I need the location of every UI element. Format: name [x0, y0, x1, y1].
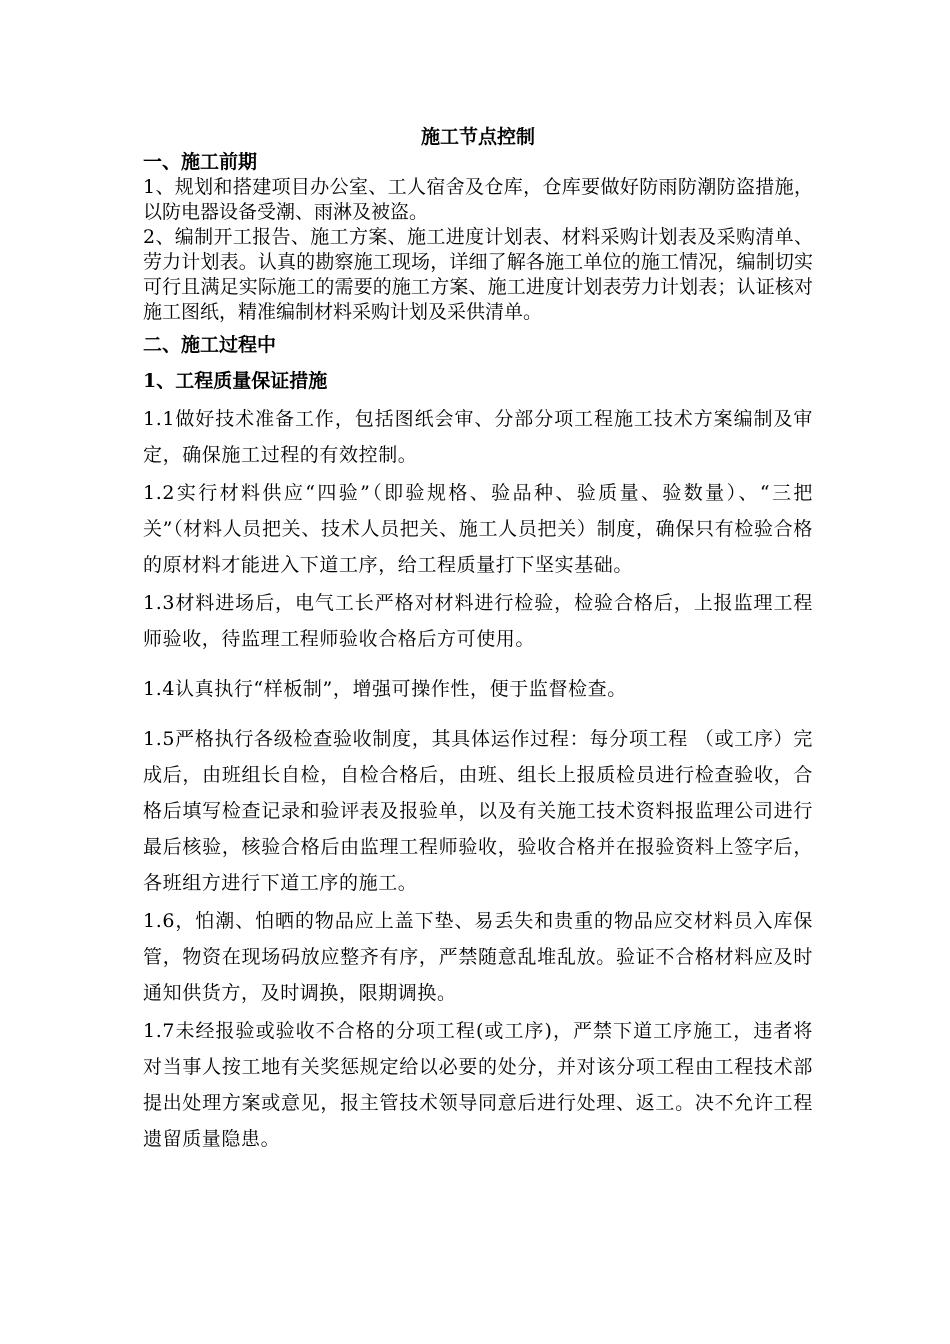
subsection-heading-quality: 1、工程质量保证措施 [143, 370, 328, 392]
paragraph-1-1: 1.1做好技术准备工作，包括图纸会审、分部分项工程施工技术方案编制及审定，确保施工过程的有效控制。 [143, 408, 813, 466]
document-page [143, 118, 813, 1157]
paragraph-1-6: 1.6，怕潮、怕晒的物品应上盖下垫、易丢失和贵重的物品应交材料员入库保管，物资在现场码放应整齐有序，严禁随意乱堆乱放。验证不合格材料应及时通知供货方，及时调换，限期调换。 [143, 910, 813, 1004]
paragraph-1-4: 1.4认真执行“样板制”，增强可操作性，便于监督检查。 [143, 678, 627, 700]
section-heading-pre-construction: 一、施工前期 [143, 151, 258, 173]
paragraph-1-7: 1.7未经报验或验收不合格的分项工程(或工序)，严禁下道工序施工，违者将对当事人按工地有关奖惩规定给以必要的处分，并对该分项工程由工程技术部提出处理方案或意见，报主管技术领导同意后进行处理、返工。决不允许工程遗留质量隐患。 [143, 1020, 813, 1150]
paragraph-1-5: 1.5严格执行各级检查验收制度，其具体运作过程：每分项工程 （或工序）完成后，由班组长自检，自检合格后，由班、组长上报质检员进行检查验收，合格后填写检查记录和验评表及报验单，以及有关施工技术资料报监理公司进行最后核验，核验合格后由监理工程师验收，验收合格并在报验资料上签字后，各班组方进行下道工序的施工。 [143, 728, 813, 894]
document-title: 施工节点控制 [420, 126, 535, 148]
paragraph-1-3: 1.3材料进场后，电气工长严格对材料进行检验，检验合格后，上报监理工程师验收，待监理工程师验收合格后方可使用。 [143, 592, 813, 650]
paragraph-1-2: 1.2实行材料供应“四验”（即验规格、验品种、验质量、验数量）、“三把关”（材料人员把关、技术人员把关、施工人员把关）制度，确保只有检验合格的原材料才能进入下道工序，给工程质量打下坚实基础。 [143, 482, 813, 576]
section-heading-during-construction: 二、施工过程中 [143, 334, 277, 356]
paragraph-pre-1: 1、规划和搭建项目办公室、工人宿舍及仓库，仓库要做好防雨防潮防盗措施，以防电器设备受潮、雨淋及被盗。 [143, 176, 813, 223]
paragraph-pre-2: 2、编制开工报告、施工方案、施工进度计划表、材料采购计划表及采购清单、劳力计划表。认真的勘察施工现场，详细了解各施工单位的施工情况，编制切实可行且满足实际施工的需要的施工方案、施工进度计划表劳力计划表；认证核对施工图纸，精准编制材料采购计划及采供清单。 [143, 226, 813, 323]
